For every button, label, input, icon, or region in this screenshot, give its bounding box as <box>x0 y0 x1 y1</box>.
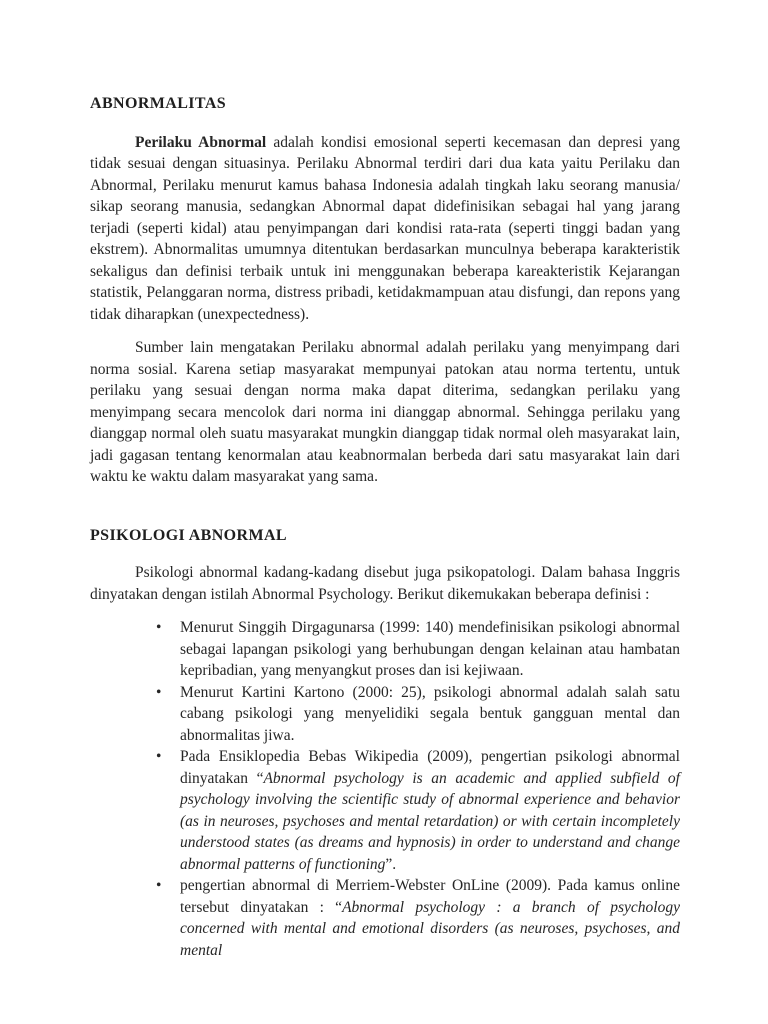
paragraph-perilaku-abnormal <box>90 132 680 326</box>
text-run: pengertian abnormal di Merriem-Webster OnLine (2009). Pada kamus online tersebut dinyatakan : “ <box>180 877 680 916</box>
text-run: ”. <box>385 855 397 873</box>
definition-item <box>180 875 680 961</box>
definition-item <box>180 682 680 747</box>
text-run: adalah kondisi emosional seperti kecemasan dan depresi yang tidak sesuai dengan situasinya. Perilaku Abnormal terdiri dari dua kata yaitu Perilaku dan Abnormal, Perilaku menurut kamus bahasa Indonesia adalah tingkah laku seorang manusia/ sikap seorang manusia, sedangkan Abnormal dapat didefinisikan sebagai hal yang jarang terjadi (seperti kidal) atau penyimpangan dari kondisi rata-rata (seperti tinggi badan yang ekstrem). Abnormalitas umumnya ditentukan berdasarkan munculnya beberapa karakteristik sekaligus dan definisi terbaik untuk ini menggunakan beberapa kareakteristik Kejarangan statistik, Pelanggaran norma, distress pribadi, ketidakmampuan atau disfungi, dan repons yang tidak diharapkan (unexpectedness). <box>90 133 680 323</box>
definition-item <box>180 617 680 682</box>
definitions-list <box>90 617 680 961</box>
definition-item <box>180 746 680 875</box>
section-heading-psikologi-abnormal: PSIKOLOGI ABNORMAL <box>90 526 288 544</box>
paragraph-sumber-lain: Sumber lain mengatakan Perilaku abnormal adalah perilaku yang menyimpang dari norma sosial. Karena setiap masyarakat mempunyai patokan atau norma tertentu, untuk perilaku yang sesuai dengan norma maka dapat diterima, sedangkan perilaku yang menyimpang secara mencolok dari norma ini dianggap abnormal. Sehingga perilaku yang dianggap normal oleh suatu masyarakat mungkin dianggap tidak normal oleh masyarakat lain, jadi gagasan tentang kenormalan atau keabnormalan berbeda dari satu masyarakat lain dari waktu ke waktu dalam masyarakat yang sama. <box>90 339 680 485</box>
italic-text-run: Abnormal psychology is an academic and applied subfield of psychology involving the scientific study of abnormal experience and behavior (as in neuroses, psychoses and mental retardation) or with certain incompletely understood states (as dreams and hypnosis) in order to understand and change abnormal patterns of functioning <box>180 769 680 873</box>
paragraph-psikologi-intro: Psikologi abnormal kadang-kadang disebut juga psikopatologi. Dalam bahasa Inggris dinyatakan dengan istilah Abnormal Psychology. Berikut dikemukakan beberapa definisi : <box>90 564 680 603</box>
italic-text-run: Abnormal psychology : a branch of psychology concerned with mental and emotional disorders (as neuroses, psychoses, and mental <box>180 898 680 959</box>
page-title: ABNORMALITAS <box>90 95 227 112</box>
text-run: Menurut Kartini Kartono (2000: 25), psikologi abnormal adalah salah satu cabang psikologi yang menyelidiki segala bentuk gangguan mental dan abnormalitas jiwa. <box>180 683 680 744</box>
text-run: Menurut Singgih Dirgagunarsa (1999: 140) mendefinisikan psikologi abnormal sebagai lapangan psikologi yang berhubungan dengan kelainan atau hambatan kepribadian, yang menyangkut proses dan isi kejiwaan. <box>180 619 680 679</box>
bold-text-run: Perilaku Abnormal <box>135 133 267 151</box>
text-run: Pada Ensiklopedia Bebas Wikipedia (2009), pengertian psikologi abnormal dinyatakan “ <box>180 748 680 787</box>
